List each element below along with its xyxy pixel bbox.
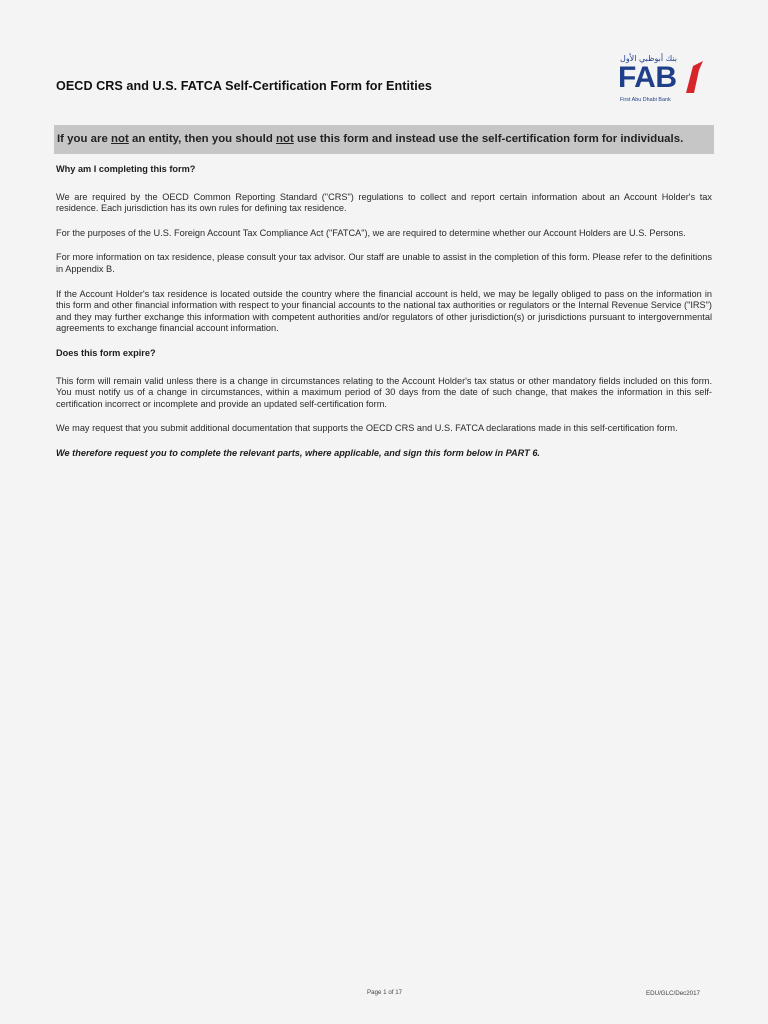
paragraph-crs: We are required by the OECD Common Reporting Standard ("CRS") regulations to collect and report certain information about an Account Holder's tax residence. Each jurisdiction has its own rules for defining tax residence. [56, 191, 712, 214]
document-code: EDU/GLC/Dec2017 [646, 990, 700, 997]
document-body [56, 164, 712, 460]
logo-arabic-text: بنك أبوظبي الأول [620, 54, 677, 63]
logo-flag-icon [682, 60, 704, 94]
paragraph-tax-advisor: For more information on tax residence, please consult your tax advisor. Our staff are unable to assist in the completion of this form. Please refer to the definitions in Appendix B. [56, 252, 712, 274]
paragraph-information-sharing: If the Account Holder's tax residence is located outside the country where the financial account is held, we may be legally obliged to pass on the information in this form and other financial information with respect to your financial accounts to the national tax authorities or regulators or the Internal Revenue Service ("IRS") and they may further exchange this information with competent authorities and/or regulators of other jurisdiction(s) or jurisdictions pursuant to intergovernmental agreements to exchange financial account information. [56, 288, 712, 334]
notice-banner [54, 125, 714, 154]
page-title: OECD CRS and U.S. FATCA Self-Certification Form for Entities [56, 79, 432, 93]
emphasis-not-2: not [275, 133, 294, 145]
paragraph-validity: This form will remain valid unless there is a change in circumstances relating to the Account Holder's tax status or other mandatory fields included on this form. You must notify us of a change in circumstances, within a maximum period of 30 days from the date of such change, that makes the information in this self-certification incorrect or incomplete and provide an updated self-certification form. [56, 375, 712, 409]
fab-logo [612, 54, 712, 114]
closing-instruction: We therefore request you to complete the relevant parts, where applicable, and sign this form below in PART 6. [56, 447, 540, 458]
notice-banner-text: If you are not an entity, then you should not use this form and instead use the self-certification form for individuals. [57, 133, 684, 145]
paragraph-documentation: We may request that you submit additional documentation that supports the OECD CRS and U.S. FATCA declarations made in this self-certification form. [56, 423, 678, 434]
emphasis-not-1: not [111, 133, 129, 145]
section-heading-why: Why am I completing this form? [56, 164, 196, 174]
section-heading-expire: Does this form expire? [56, 347, 156, 358]
logo-subtitle: First Abu Dhabi Bank [620, 97, 671, 103]
page-number: Page 1 of 17 [367, 989, 403, 996]
paragraph-fatca: For the purposes of the U.S. Foreign Account Tax Compliance Act ("FATCA"), we are required to determine whether our Account Holders are U.S. Persons. [56, 227, 686, 238]
logo-letters: FAB [618, 61, 677, 94]
